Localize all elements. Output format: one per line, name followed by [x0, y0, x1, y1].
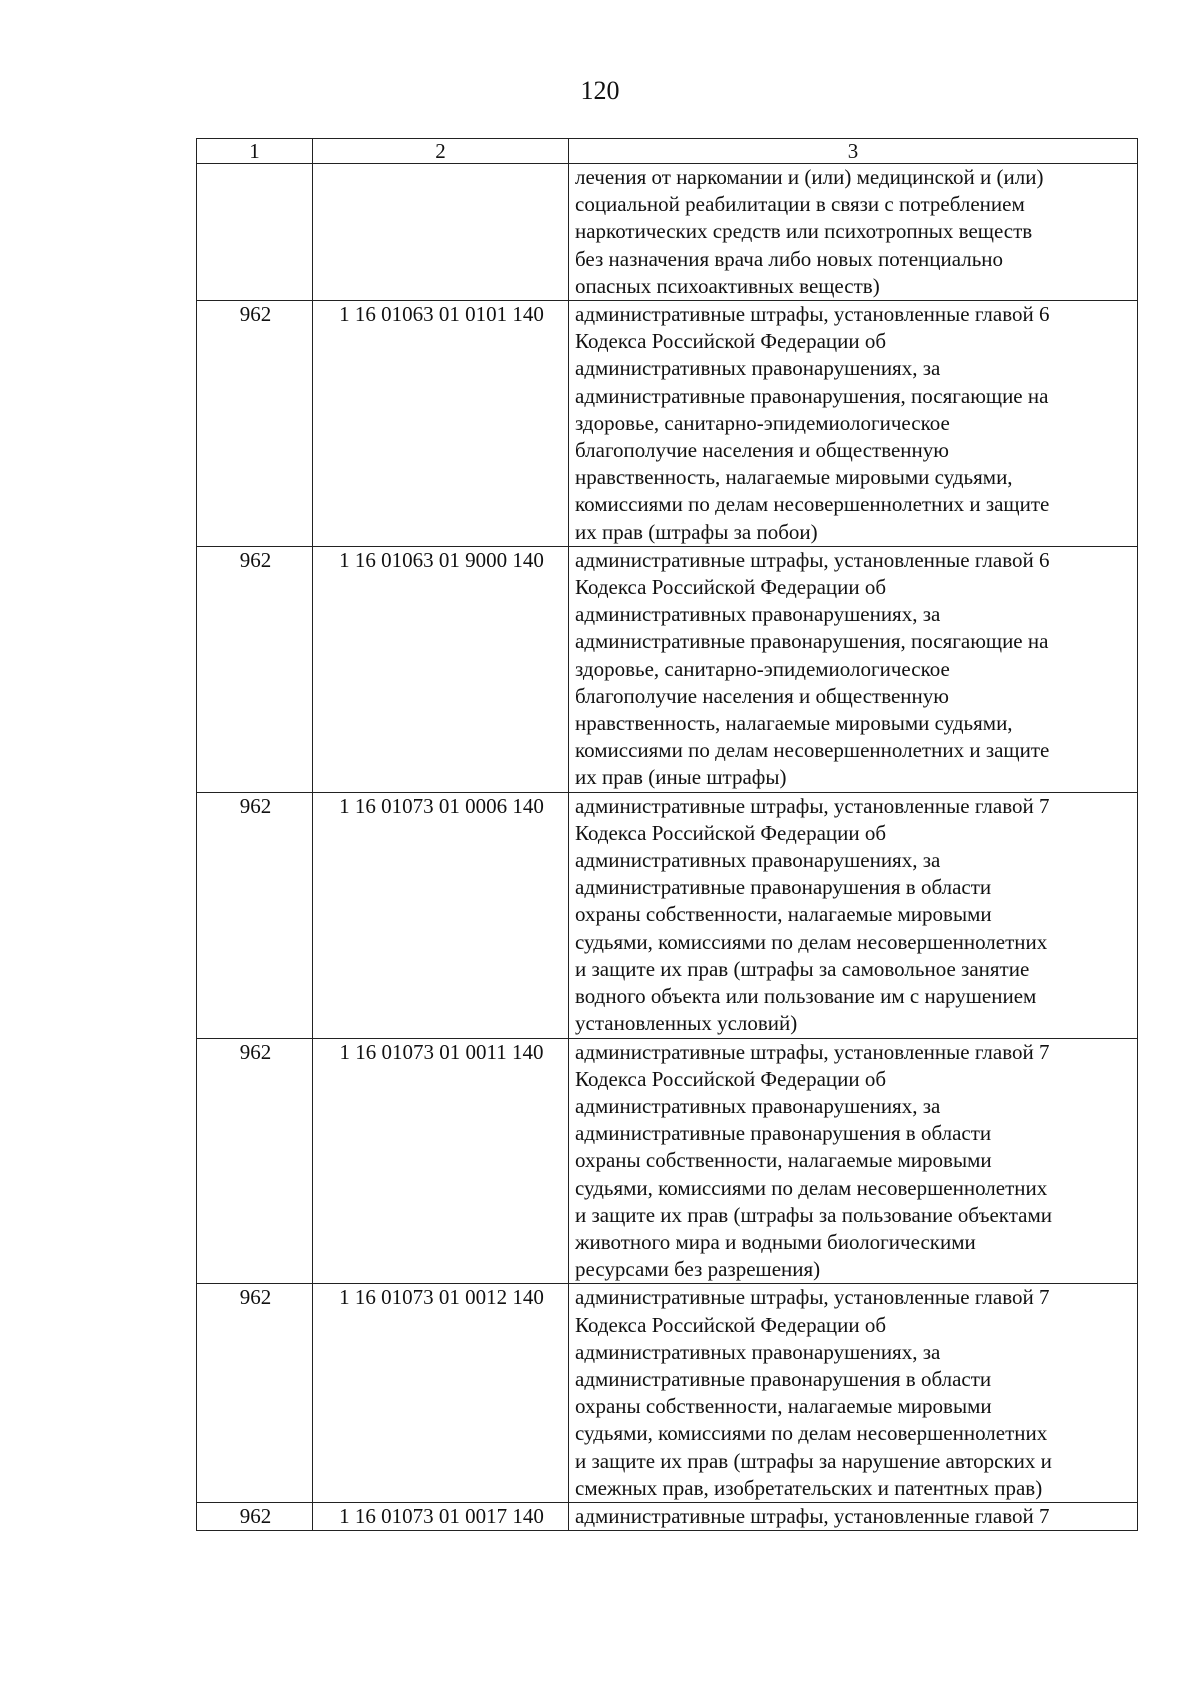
revenue-description-cell	[569, 301, 1138, 547]
description-line: опасных психоактивных веществ)	[575, 273, 880, 298]
budget-classification-code-cell: 1 16 01073 01 0012 140	[313, 1284, 569, 1503]
description-line: Кодекса Российской Федерации об	[575, 1312, 887, 1337]
admin-code-cell: 962	[197, 1284, 313, 1503]
description-line: лечения от наркомании и (или) медицинской и (или)	[575, 165, 1044, 189]
page-number: 120	[580, 76, 620, 105]
admin-code-cell: 962	[197, 546, 313, 792]
admin-code-cell: 962	[197, 792, 313, 1038]
budget-classification-code-cell: 1 16 01073 01 0011 140	[313, 1038, 569, 1284]
description-line: судьями, комиссиями по делам несовершеннолетних	[575, 1175, 1048, 1200]
description-line: Кодекса Российской Федерации об	[575, 820, 887, 845]
description-line: Кодекса Российской Федерации об	[575, 1066, 887, 1091]
description-line: здоровье, санитарно-эпидемиологическое	[575, 656, 950, 681]
description-line: административные штрафы, установленные главой 7	[575, 793, 1050, 818]
description-line: их прав (штрафы за побои)	[575, 519, 818, 544]
description-line: здоровье, санитарно-эпидемиологическое	[575, 410, 950, 435]
description-line: административные правонарушения, посягающие на	[575, 629, 1049, 654]
description-line: охраны собственности, налагаемые мировыми	[575, 902, 992, 927]
description-line: наркотических средств или психотропных веществ	[575, 219, 1033, 244]
admin-code-cell: 962	[197, 1038, 313, 1284]
budget-classification-code-cell	[313, 164, 569, 301]
description-line: административные штрафы, установленные главой 7	[575, 1503, 1050, 1528]
revenue-description-cell	[569, 164, 1138, 301]
description-line: административные правонарушения в области	[575, 1121, 992, 1146]
description-line: благополучие населения и общественную	[575, 683, 949, 708]
description-line: без назначения врача либо новых потенциально	[575, 246, 1004, 271]
description-line: животного мира и водными биологическими	[575, 1229, 976, 1254]
description-line: административные штрафы, установленные главой 7	[575, 1285, 1050, 1310]
table-body	[197, 164, 1138, 1531]
table-row	[197, 1038, 1138, 1284]
description-line: судьями, комиссиями по делам несовершеннолетних	[575, 1421, 1048, 1446]
description-line: административных правонарушениях, за	[575, 848, 941, 873]
description-line: смежных прав, изобретательских и патентных прав)	[575, 1475, 1043, 1500]
description-line: нравственность, налагаемые мировыми судьями,	[575, 465, 1013, 490]
budget-classification-code-cell: 1 16 01073 01 0006 140	[313, 792, 569, 1038]
admin-code-cell	[197, 164, 313, 301]
description-line: и защите их прав (штрафы за нарушение авторских и	[575, 1448, 1052, 1473]
table-row	[197, 164, 1138, 301]
description-line: и защите их прав (штрафы за самовольное занятие	[575, 956, 1030, 981]
budget-codes-table	[196, 138, 1138, 1531]
description-line: комиссиями по делам несовершеннолетних и защите	[575, 738, 1050, 763]
description-line: административных правонарушениях, за	[575, 356, 941, 381]
revenue-description-cell	[569, 1038, 1138, 1284]
description-line: административные правонарушения в области	[575, 875, 992, 900]
description-line: нравственность, налагаемые мировыми судьями,	[575, 711, 1013, 736]
description-line: благополучие населения и общественную	[575, 438, 949, 463]
description-line: и защите их прав (штрафы за пользование объектами	[575, 1202, 1052, 1227]
header-col-1: 1	[197, 139, 313, 164]
description-line: административные правонарушения, посягающие на	[575, 383, 1049, 408]
description-line: социальной реабилитации в связи с потреблением	[575, 192, 1025, 217]
budget-classification-code-cell: 1 16 01063 01 9000 140	[313, 546, 569, 792]
table-header-row	[197, 139, 1138, 164]
description-line: их прав (иные штрафы)	[575, 765, 787, 790]
description-line: охраны собственности, налагаемые мировыми	[575, 1148, 992, 1173]
table-row	[197, 301, 1138, 547]
description-line: судьями, комиссиями по делам несовершеннолетних	[575, 929, 1048, 954]
header-col-3: 3	[569, 139, 1138, 164]
revenue-description-cell	[569, 1284, 1138, 1503]
revenue-description-cell	[569, 792, 1138, 1038]
description-line: административных правонарушениях, за	[575, 1339, 941, 1364]
description-line: административные штрафы, установленные главой 6	[575, 547, 1050, 572]
description-line: ресурсами без разрешения)	[575, 1257, 821, 1282]
description-line: административные штрафы, установленные главой 7	[575, 1039, 1050, 1064]
header-col-2: 2	[313, 139, 569, 164]
table-row	[197, 1284, 1138, 1503]
table-row	[197, 1502, 1138, 1530]
description-line: охраны собственности, налагаемые мировыми	[575, 1394, 992, 1419]
table-row	[197, 792, 1138, 1038]
description-line: административных правонарушениях, за	[575, 602, 941, 627]
description-line: административные правонарушения в области	[575, 1366, 992, 1391]
description-line: административных правонарушениях, за	[575, 1093, 941, 1118]
description-line: административные штрафы, установленные главой 6	[575, 302, 1050, 327]
description-line: Кодекса Российской Федерации об	[575, 575, 887, 600]
description-line: установленных условий)	[575, 1011, 798, 1036]
admin-code-cell: 962	[197, 301, 313, 547]
revenue-description-cell	[569, 1502, 1138, 1530]
description-line: водного объекта или пользование им с нарушением	[575, 984, 1037, 1009]
revenue-description-cell	[569, 546, 1138, 792]
budget-classification-code-cell: 1 16 01073 01 0017 140	[313, 1502, 569, 1530]
description-line: комиссиями по делам несовершеннолетних и защите	[575, 492, 1050, 517]
admin-code-cell: 962	[197, 1502, 313, 1530]
budget-classification-code-cell: 1 16 01063 01 0101 140	[313, 301, 569, 547]
table-row	[197, 546, 1138, 792]
description-line: Кодекса Российской Федерации об	[575, 329, 887, 354]
